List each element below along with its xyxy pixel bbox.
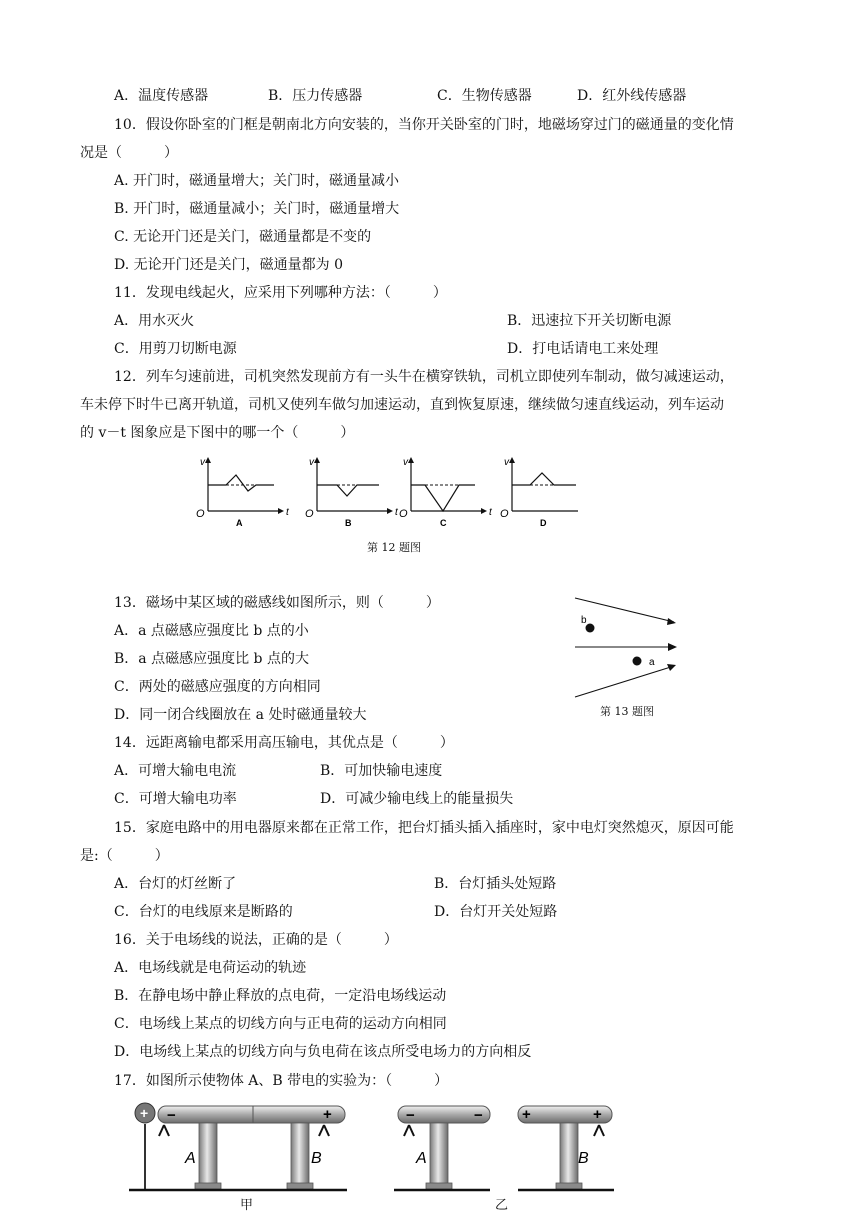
q15-option-c: C．台灯的电线原来是断路的 — [114, 904, 293, 920]
q17-caption-jia: 甲 — [240, 1198, 254, 1213]
q12-graph-c — [399, 457, 493, 528]
q17-yi-plus-right: + — [593, 1106, 602, 1123]
q17-jia-label-a: A — [185, 1150, 196, 1167]
q9-option-d: D．红外线传感器 — [577, 88, 687, 104]
q15-option-b: B．台灯插头处短路 — [434, 876, 557, 892]
q17-sphere-sign: + — [140, 1105, 149, 1121]
q12-graph-d-origin: O — [500, 508, 509, 520]
q12-stem-line2: 车未停下时牛已离开轨道，司机又使列车做匀加速运动，直到恢复原速，继续做匀速直线运动，列车运动 — [80, 397, 724, 413]
q13-caption: 第 13 题图 — [600, 705, 654, 718]
q17-jia-label-b: B — [311, 1150, 322, 1167]
q12-graph-d — [500, 457, 578, 528]
q13-point-a-label: a — [649, 657, 655, 668]
q11-option-a: A．用水灭火 — [114, 313, 195, 329]
q9-option-c: C．生物传感器 — [437, 88, 532, 104]
q10-option-a: A. 开门时，磁通量增大；关门时，磁通量减小 — [114, 173, 400, 189]
q11-option-d: D．打电话请电工来处理 — [507, 341, 659, 357]
q13-option-d: D．同一闭合线圈放在 a 处时磁通量较大 — [114, 707, 367, 723]
q17-jia-minus: − — [167, 1107, 176, 1124]
q12-graph-b-t-label: t — [395, 507, 398, 518]
q17-jia-rods — [158, 1106, 345, 1123]
q17-yi-plus-left: + — [522, 1106, 531, 1123]
q12-graph-b-label: B — [345, 518, 352, 528]
q9-option-a: A．温度传感器 — [114, 88, 209, 104]
q17-jia-plus: + — [323, 1106, 332, 1123]
q13-point-b — [586, 624, 595, 633]
q13-option-c: C．两处的磁感应强度的方向相同 — [114, 679, 321, 695]
q13-option-a: A．a 点磁感应强度比 b 点的小 — [114, 623, 309, 639]
q10-stem-line2: 况是（ ） — [80, 145, 178, 161]
q13-option-b: B．a 点磁感应强度比 b 点的大 — [114, 651, 309, 667]
q16-option-a: A．电场线就是电荷运动的轨迹 — [114, 960, 307, 976]
q17-caption-yi: 乙 — [495, 1198, 509, 1213]
q10-option-c: C. 无论开门还是关门，磁通量都是不变的 — [114, 229, 372, 245]
q12-graph-a-label: A — [236, 518, 243, 528]
q11-stem: 11．发现电线起火，应采用下列哪种方法：（ ） — [114, 285, 447, 301]
q16-option-b: B．在静电场中静止释放的点电荷，一定沿电场线运动 — [114, 988, 447, 1004]
q10-stem-line1: 10．假设你卧室的门框是朝南北方向安装的，当你开关卧室的门时，地磁场穿过门的磁通量的变化情 — [114, 117, 734, 133]
q14-option-d: D．可减少输电线上的能量损失 — [320, 791, 514, 807]
q12-graph-a-origin: O — [196, 508, 205, 520]
q16-option-c: C．电场线上某点的切线方向与正电荷的运动方向相同 — [114, 1016, 447, 1032]
q12-graph-b-v-label: v — [309, 457, 314, 468]
q12-stem-line3: 的 v－t 图象应是下图中的哪一个（ ） — [80, 425, 355, 441]
q17-yi-label-a: A — [416, 1150, 427, 1167]
q17-stem: 17．如图所示使物体 A、B 带电的实验为：（ ） — [114, 1073, 449, 1089]
q10-option-b: B. 开门时，磁通量减小；关门时，磁通量增大 — [114, 201, 400, 217]
q15-option-a: A．台灯的灯丝断了 — [114, 876, 237, 892]
q13-field-lines-figure — [570, 592, 690, 702]
q17-figure-jia — [125, 1098, 355, 1198]
q15-stem-line2: 是:（ ） — [80, 848, 169, 864]
q17-yi-minus-right: − — [474, 1107, 483, 1124]
q15-stem-line1: 15．家庭电路中的用电器原来都在正常工作，把台灯插头插入插座时，家中电灯突然熄灭，原因可能 — [114, 820, 734, 836]
q17-yi-label-b: B — [578, 1150, 589, 1167]
q14-stem: 14．远距离输电都采用高压输电，其优点是（ ） — [114, 735, 454, 751]
q12-stem-line1: 12．列车匀速前进，司机突然发现前方有一头牛在横穿铁轨，司机立即使列车制动，做匀减速运动， — [114, 369, 734, 385]
q12-graph-a-t-label: t — [286, 507, 289, 518]
q12-caption: 第 12 题图 — [367, 541, 421, 554]
q17-yi-minus-left: − — [406, 1107, 415, 1124]
q12-graph-c-label: C — [440, 518, 447, 528]
q13-stem: 13．磁场中某区域的磁感线如图所示，则（ ） — [114, 595, 440, 611]
q17-figure-yi — [390, 1098, 620, 1198]
q13-point-a — [633, 657, 642, 666]
q11-option-b: B．迅速拉下开关切断电源 — [507, 313, 672, 329]
q12-graph-c-v-label: v — [403, 457, 408, 468]
q11-option-c: C．用剪刀切断电源 — [114, 341, 237, 357]
q14-option-c: C．可增大输电功率 — [114, 791, 237, 807]
q15-option-d: D．台灯开关处短路 — [434, 904, 558, 920]
q12-graph-b — [305, 457, 399, 528]
q12-graph-d-v-label: v — [504, 457, 509, 468]
q12-graph-a — [196, 457, 290, 528]
q12-graph-c-t-label: t — [489, 507, 492, 518]
q9-option-b: B．压力传感器 — [268, 88, 363, 104]
q12-graph-b-origin: O — [305, 508, 314, 520]
q14-option-a: A．可增大输电电流 — [114, 763, 237, 779]
q12-graph-a-v-label: v — [200, 457, 205, 468]
q13-point-b-label: b — [581, 615, 587, 626]
q10-option-d: D. 无论开门还是关门，磁通量都为 0 — [114, 257, 343, 273]
q16-stem: 16．关于电场线的说法，正确的是（ ） — [114, 932, 398, 948]
q12-vt-graphs — [195, 455, 595, 535]
q14-option-b: B．可加快输电速度 — [320, 763, 443, 779]
q16-option-d: D．电场线上某点的切线方向与负电荷在该点所受电场力的方向相反 — [114, 1044, 532, 1060]
q12-graph-c-origin: O — [399, 508, 408, 520]
q12-graph-d-label: D — [540, 518, 547, 528]
